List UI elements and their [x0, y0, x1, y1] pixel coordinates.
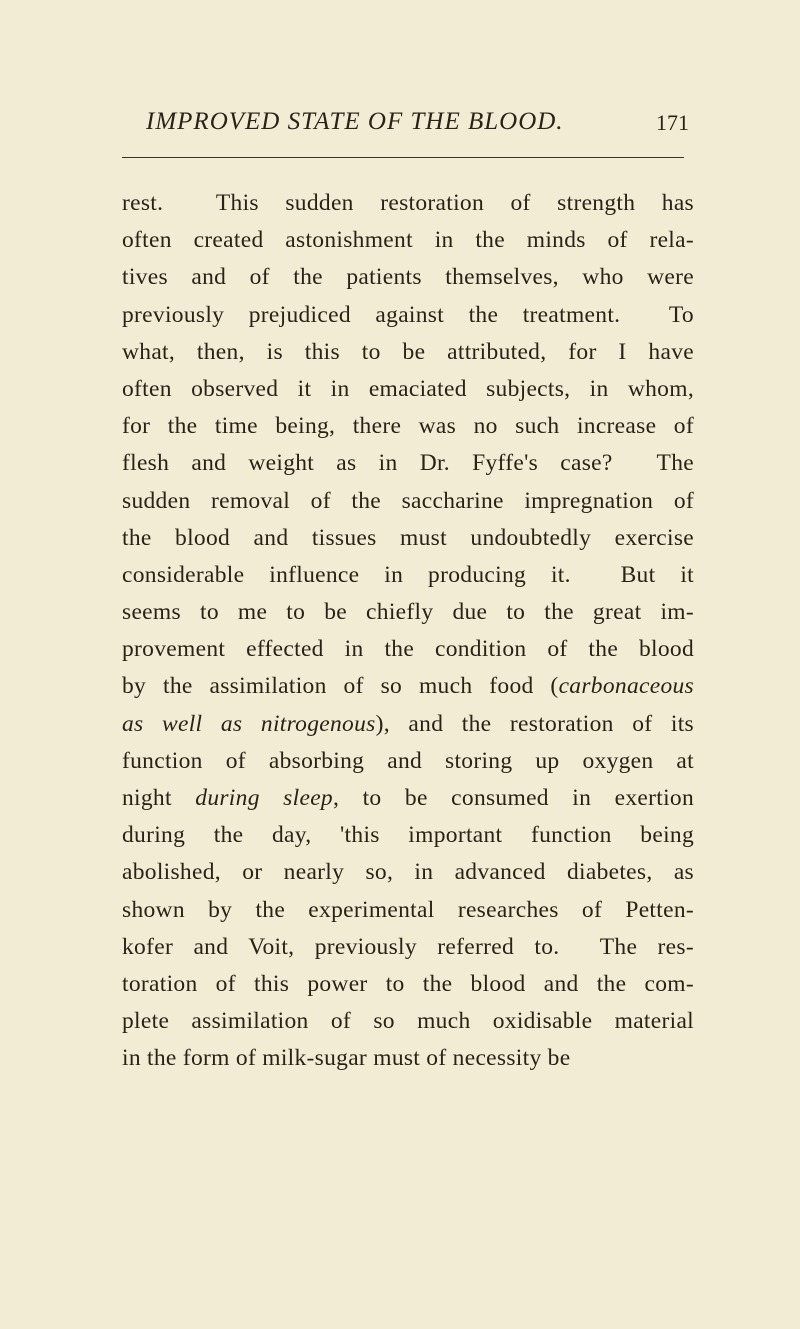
text-line: [122, 966, 722, 1003]
text-segment: ), and the restoration of its: [375, 710, 694, 737]
text-line: [122, 743, 722, 780]
running-title: IMPROVED STATE OF THE BLOOD.: [146, 108, 564, 135]
text-line: [122, 445, 722, 482]
text-segment: by the assimilation of so much food (: [122, 673, 559, 700]
text-line: [122, 297, 722, 334]
text-line: [122, 706, 722, 743]
text-segment: provement effected in the condition of the blood: [122, 636, 694, 663]
text-segment: previously prejudiced against the treatment. To: [122, 301, 694, 328]
text-segment: , to be consumed in exertion: [332, 785, 695, 811]
text-line: [122, 259, 722, 296]
text-segment: abolished, or nearly so, in advanced diabetes, as: [122, 859, 694, 886]
text-line: [122, 408, 722, 445]
body-text: [122, 185, 722, 1078]
text-line: [122, 222, 722, 259]
text-segment: seems to me to be chiefly due to the great im-: [122, 599, 694, 626]
text-segment: night: [122, 785, 196, 811]
text-line: [122, 334, 722, 371]
text-segment: rest. This sudden restoration of strength has: [122, 190, 694, 216]
italic-text: during sleep: [195, 785, 333, 811]
text-line: [122, 817, 722, 854]
text-line: [122, 929, 722, 966]
text-segment: plete assimilation of so much oxidisable material: [122, 1008, 694, 1035]
text-line: [122, 520, 722, 557]
text-line: [122, 780, 722, 817]
text-segment: often created astonishment in the minds of rela-: [122, 227, 694, 254]
text-segment: what, then, is this to be attributed, for I have: [122, 338, 694, 365]
italic-text: as well as nitrogenous: [122, 710, 376, 737]
text-segment: function of absorbing and storing up oxygen at: [122, 747, 694, 774]
text-line: [122, 371, 722, 408]
text-segment: the blood and tissues must undoubtedly exercise: [122, 524, 694, 551]
page-number: 171: [656, 110, 689, 135]
text-line: [122, 185, 722, 222]
text-line: [122, 557, 722, 594]
text-line: [122, 1003, 722, 1040]
text-segment: considerable influence in producing it. But it: [122, 561, 694, 588]
italic-text: carbonaceous: [558, 673, 694, 700]
text-line: [122, 631, 722, 668]
text-segment: tives and of the patients themselves, who were: [122, 264, 694, 291]
text-segment: often observed it in emaciated subjects, in whom,: [122, 375, 694, 402]
text-segment: flesh and weight as in Dr. Fyffe's case? The: [122, 450, 694, 477]
text-line: [122, 1040, 722, 1077]
text-segment: in the form of milk-sugar must of necessity be: [122, 1045, 571, 1072]
text-line: [122, 483, 722, 520]
text-segment: shown by the experimental researches of Petten-: [122, 896, 694, 923]
text-segment: toration of this power to the blood and the com-: [122, 970, 694, 997]
text-segment: during the day, 'this important function being: [122, 822, 694, 849]
text-segment: kofer and Voit, previously referred to. The res-: [122, 933, 694, 960]
text-line: [122, 854, 722, 891]
text-segment: sudden removal of the saccharine impregnation of: [122, 487, 694, 514]
text-line: [122, 594, 722, 631]
text-segment: for the time being, there was no such increase of: [122, 413, 694, 440]
text-line: [122, 892, 722, 929]
header-rule: [122, 157, 684, 158]
running-head: [146, 108, 706, 148]
text-line: [122, 668, 722, 705]
